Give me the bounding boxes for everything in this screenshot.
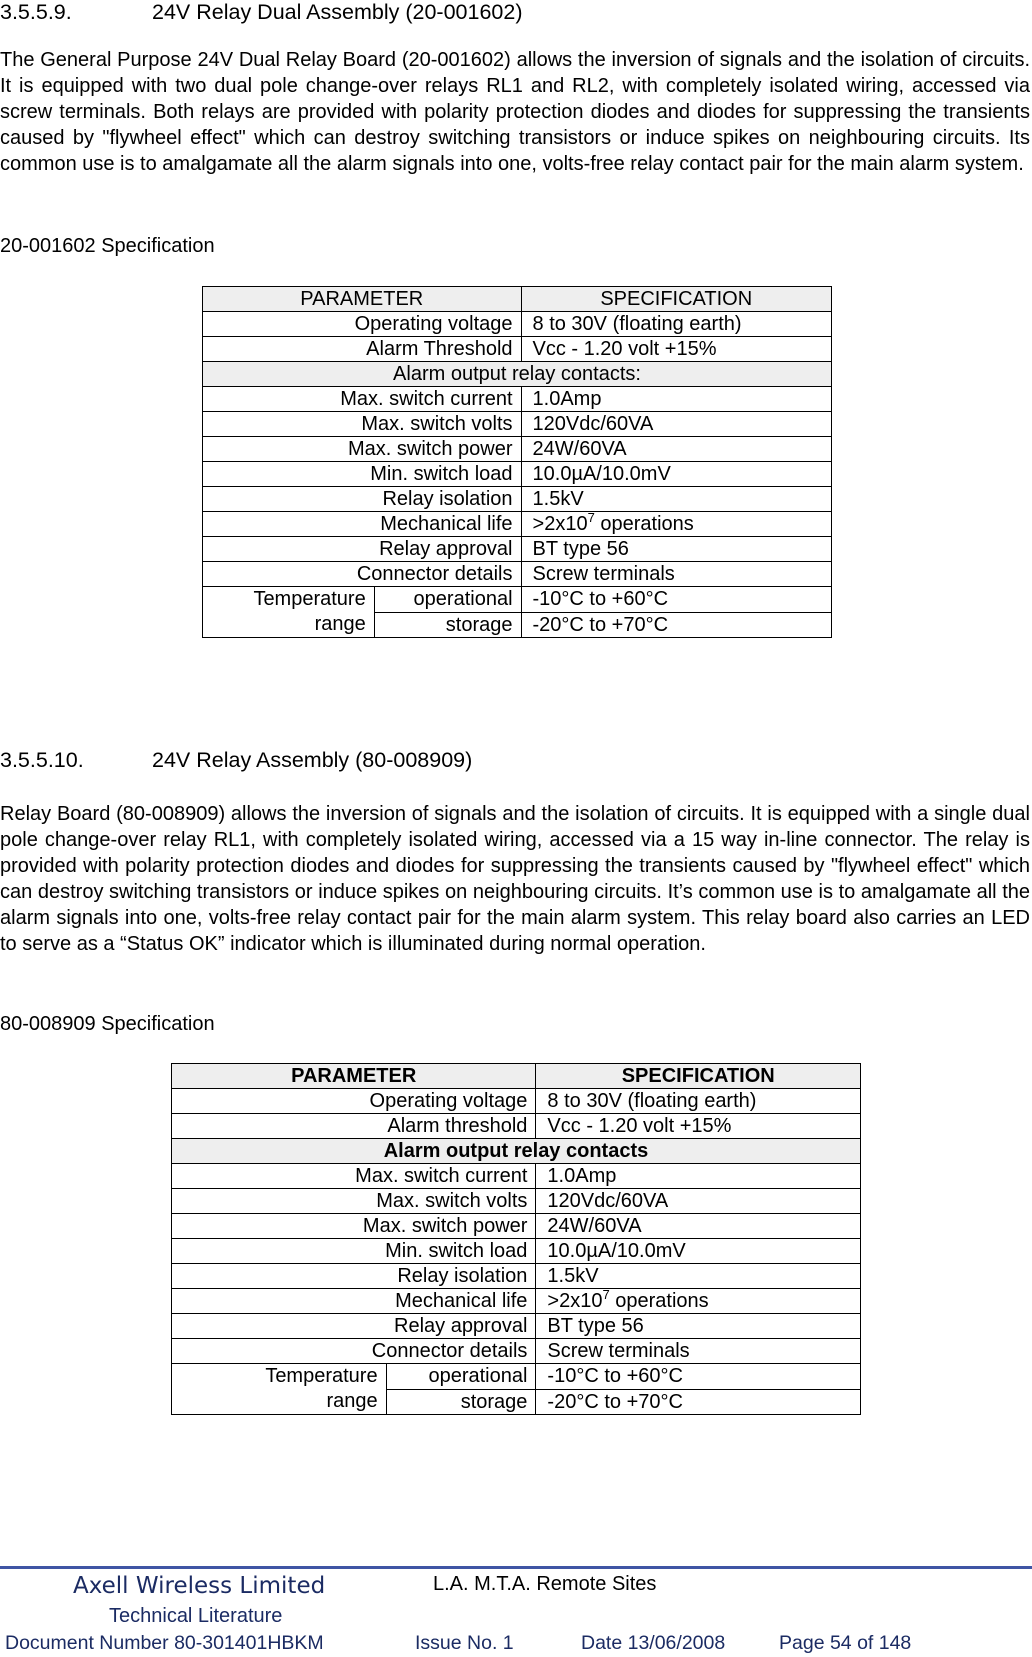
document-number: Document Number 80-301401HBKM	[5, 1632, 324, 1654]
value-cell: 8 to 30V (floating earth)	[536, 1089, 861, 1114]
section-row-cell: Alarm output relay contacts	[172, 1139, 861, 1164]
table-row	[203, 462, 832, 487]
param-cell: Max. switch power	[203, 437, 522, 462]
header-parameter: PARAMETER	[172, 1064, 536, 1089]
spec-label: 80-008909 Specification	[0, 1013, 215, 1035]
value-cell: 24W/60VA	[521, 437, 831, 462]
value-cell: BT type 56	[521, 537, 831, 562]
table-row	[172, 1264, 861, 1289]
temp-operational-value: -10°C to +60°C	[536, 1364, 861, 1390]
mech-value-suffix: operations	[609, 1290, 709, 1312]
header-specification: SPECIFICATION	[536, 1064, 861, 1089]
temp-storage-value: -20°C to +70°C	[536, 1389, 861, 1415]
spec-table-20-001602	[202, 286, 832, 638]
temp-storage-label: storage	[386, 1389, 536, 1415]
temp-operational-value: -10°C to +60°C	[521, 587, 831, 613]
mech-value-exponent: 7	[602, 1287, 610, 1302]
table-row	[172, 1289, 861, 1314]
section-number: 3.5.5.10.	[0, 748, 84, 772]
value-cell: 120Vdc/60VA	[536, 1189, 861, 1214]
param-cell: Alarm Threshold	[203, 337, 522, 362]
mech-value-suffix: operations	[594, 513, 694, 535]
table-section-row	[203, 362, 832, 387]
param-cell: Relay isolation	[172, 1264, 536, 1289]
section-paragraph: The General Purpose 24V Dual Relay Board (20-001602) allows the inversion of signals and the isolation of circuits. It is equipped with two dual pole change-over relays RL1 and RL2, with completely isolated wiring, accessed via screw terminals. Both relays are provided with polarity protection diodes and diodes for suppressing the transients caused by "flywheel effect" which can destroy switching transistors or induce spikes on neighbouring circuits. Its common use is to amalgamate all the alarm signals into one, volts-free relay contact pair for the main alarm system.	[0, 49, 1030, 175]
table-row	[172, 1239, 861, 1264]
section-title: 24V Relay Dual Assembly (20-001602)	[152, 0, 523, 24]
spec-table-80-008909	[171, 1063, 861, 1415]
table-row	[172, 1089, 861, 1114]
section-row-cell: Alarm output relay contacts:	[203, 362, 832, 387]
value-cell	[521, 512, 831, 537]
table-row	[203, 587, 832, 613]
param-cell: Relay approval	[203, 537, 522, 562]
mech-value-base: >2x10	[532, 513, 588, 535]
value-cell: 1.5kV	[521, 487, 831, 512]
value-cell: 8 to 30V (floating earth)	[521, 312, 831, 337]
table-row	[203, 312, 832, 337]
table-row	[203, 562, 832, 587]
table-row	[172, 1164, 861, 1189]
param-cell: Connector details	[172, 1339, 536, 1364]
page-number: Page 54 of 148	[779, 1632, 912, 1654]
temp-label-line1: Temperature	[253, 588, 366, 610]
company-name: Axell Wireless Limited	[73, 1573, 326, 1599]
temperature-range-cell	[172, 1364, 387, 1415]
spec-label: 20-001602 Specification	[0, 235, 215, 257]
value-cell: 10.0µA/10.0mV	[536, 1239, 861, 1264]
temp-label-line1: Temperature	[265, 1365, 378, 1387]
param-cell: Max. switch current	[203, 387, 522, 412]
param-cell: Max. switch power	[172, 1214, 536, 1239]
value-cell: 24W/60VA	[536, 1214, 861, 1239]
temperature-range-cell	[203, 587, 375, 638]
param-cell: Min. switch load	[203, 462, 522, 487]
param-cell: Connector details	[203, 562, 522, 587]
temp-storage-value: -20°C to +70°C	[521, 612, 831, 638]
mech-value-exponent: 7	[587, 510, 595, 525]
temp-label-line2: range	[314, 613, 366, 635]
issue-date: Date 13/06/2008	[581, 1632, 726, 1654]
table-row	[172, 1314, 861, 1339]
section-number: 3.5.5.9.	[0, 0, 72, 24]
value-cell: 1.5kV	[536, 1264, 861, 1289]
param-cell: Max. switch current	[172, 1164, 536, 1189]
value-cell: 120Vdc/60VA	[521, 412, 831, 437]
param-cell: Operating voltage	[203, 312, 522, 337]
value-cell: Vcc - 1.20 volt +15%	[536, 1114, 861, 1139]
value-cell	[536, 1289, 861, 1314]
technical-literature-label: Technical Literature	[109, 1605, 283, 1627]
value-cell: Vcc - 1.20 volt +15%	[521, 337, 831, 362]
section-paragraph: Relay Board (80-008909) allows the inversion of signals and the isolation of circuits. It is equipped with a single dual pole change-over relay RL1, with completely isolated wiring, accessed via a 15 way in-line connector. The relay is provided with polarity protection diodes and diodes for suppressing the transients caused by "flywheel effect" which can destroy switching transistors or induce spikes on neighbouring circuits. It’s common use is to amalgamate all the alarm signals into one, volts-free relay contact pair for the main alarm system. This relay board also carries an LED to serve as a “Status OK” indicator which is illuminated during normal operation.	[0, 803, 1030, 955]
param-cell: Min. switch load	[172, 1239, 536, 1264]
value-cell: BT type 56	[536, 1314, 861, 1339]
table-row	[172, 1214, 861, 1239]
param-cell: Relay approval	[172, 1314, 536, 1339]
header-specification: SPECIFICATION	[521, 287, 831, 312]
param-cell: Max. switch volts	[203, 412, 522, 437]
table-section-row	[172, 1139, 861, 1164]
table-row	[172, 1364, 861, 1390]
table-row	[203, 437, 832, 462]
value-cell: 1.0Amp	[521, 387, 831, 412]
value-cell: 10.0µA/10.0mV	[521, 462, 831, 487]
temp-storage-label: storage	[374, 612, 521, 638]
section-heading-3-5-5-9	[0, 0, 522, 25]
table-row	[203, 337, 832, 362]
table-row	[203, 537, 832, 562]
section-heading-3-5-5-10	[0, 748, 472, 773]
header-parameter: PARAMETER	[203, 287, 522, 312]
temp-label-line2: range	[326, 1390, 378, 1412]
temp-operational-label: operational	[374, 587, 521, 613]
table-row	[203, 487, 832, 512]
value-cell: Screw terminals	[521, 562, 831, 587]
table-row	[203, 387, 832, 412]
param-cell: Relay isolation	[203, 487, 522, 512]
value-cell: Screw terminals	[536, 1339, 861, 1364]
temp-operational-label: operational	[386, 1364, 536, 1390]
mech-value-base: >2x10	[547, 1290, 603, 1312]
footer-divider	[0, 1566, 1032, 1569]
table-row	[172, 1339, 861, 1364]
param-cell: Mechanical life	[172, 1289, 536, 1314]
issue-number: Issue No. 1	[415, 1632, 514, 1654]
value-cell: 1.0Amp	[536, 1164, 861, 1189]
project-name: L.A. M.T.A. Remote Sites	[433, 1573, 657, 1595]
table-row	[203, 412, 832, 437]
section-title: 24V Relay Assembly (80-008909)	[152, 748, 473, 772]
param-cell: Operating voltage	[172, 1089, 536, 1114]
param-cell: Alarm threshold	[172, 1114, 536, 1139]
table-row	[172, 1114, 861, 1139]
table-row	[172, 1189, 861, 1214]
param-cell: Max. switch volts	[172, 1189, 536, 1214]
param-cell: Mechanical life	[203, 512, 522, 537]
table-header-row	[203, 287, 832, 312]
table-row	[203, 512, 832, 537]
table-header-row	[172, 1064, 861, 1089]
